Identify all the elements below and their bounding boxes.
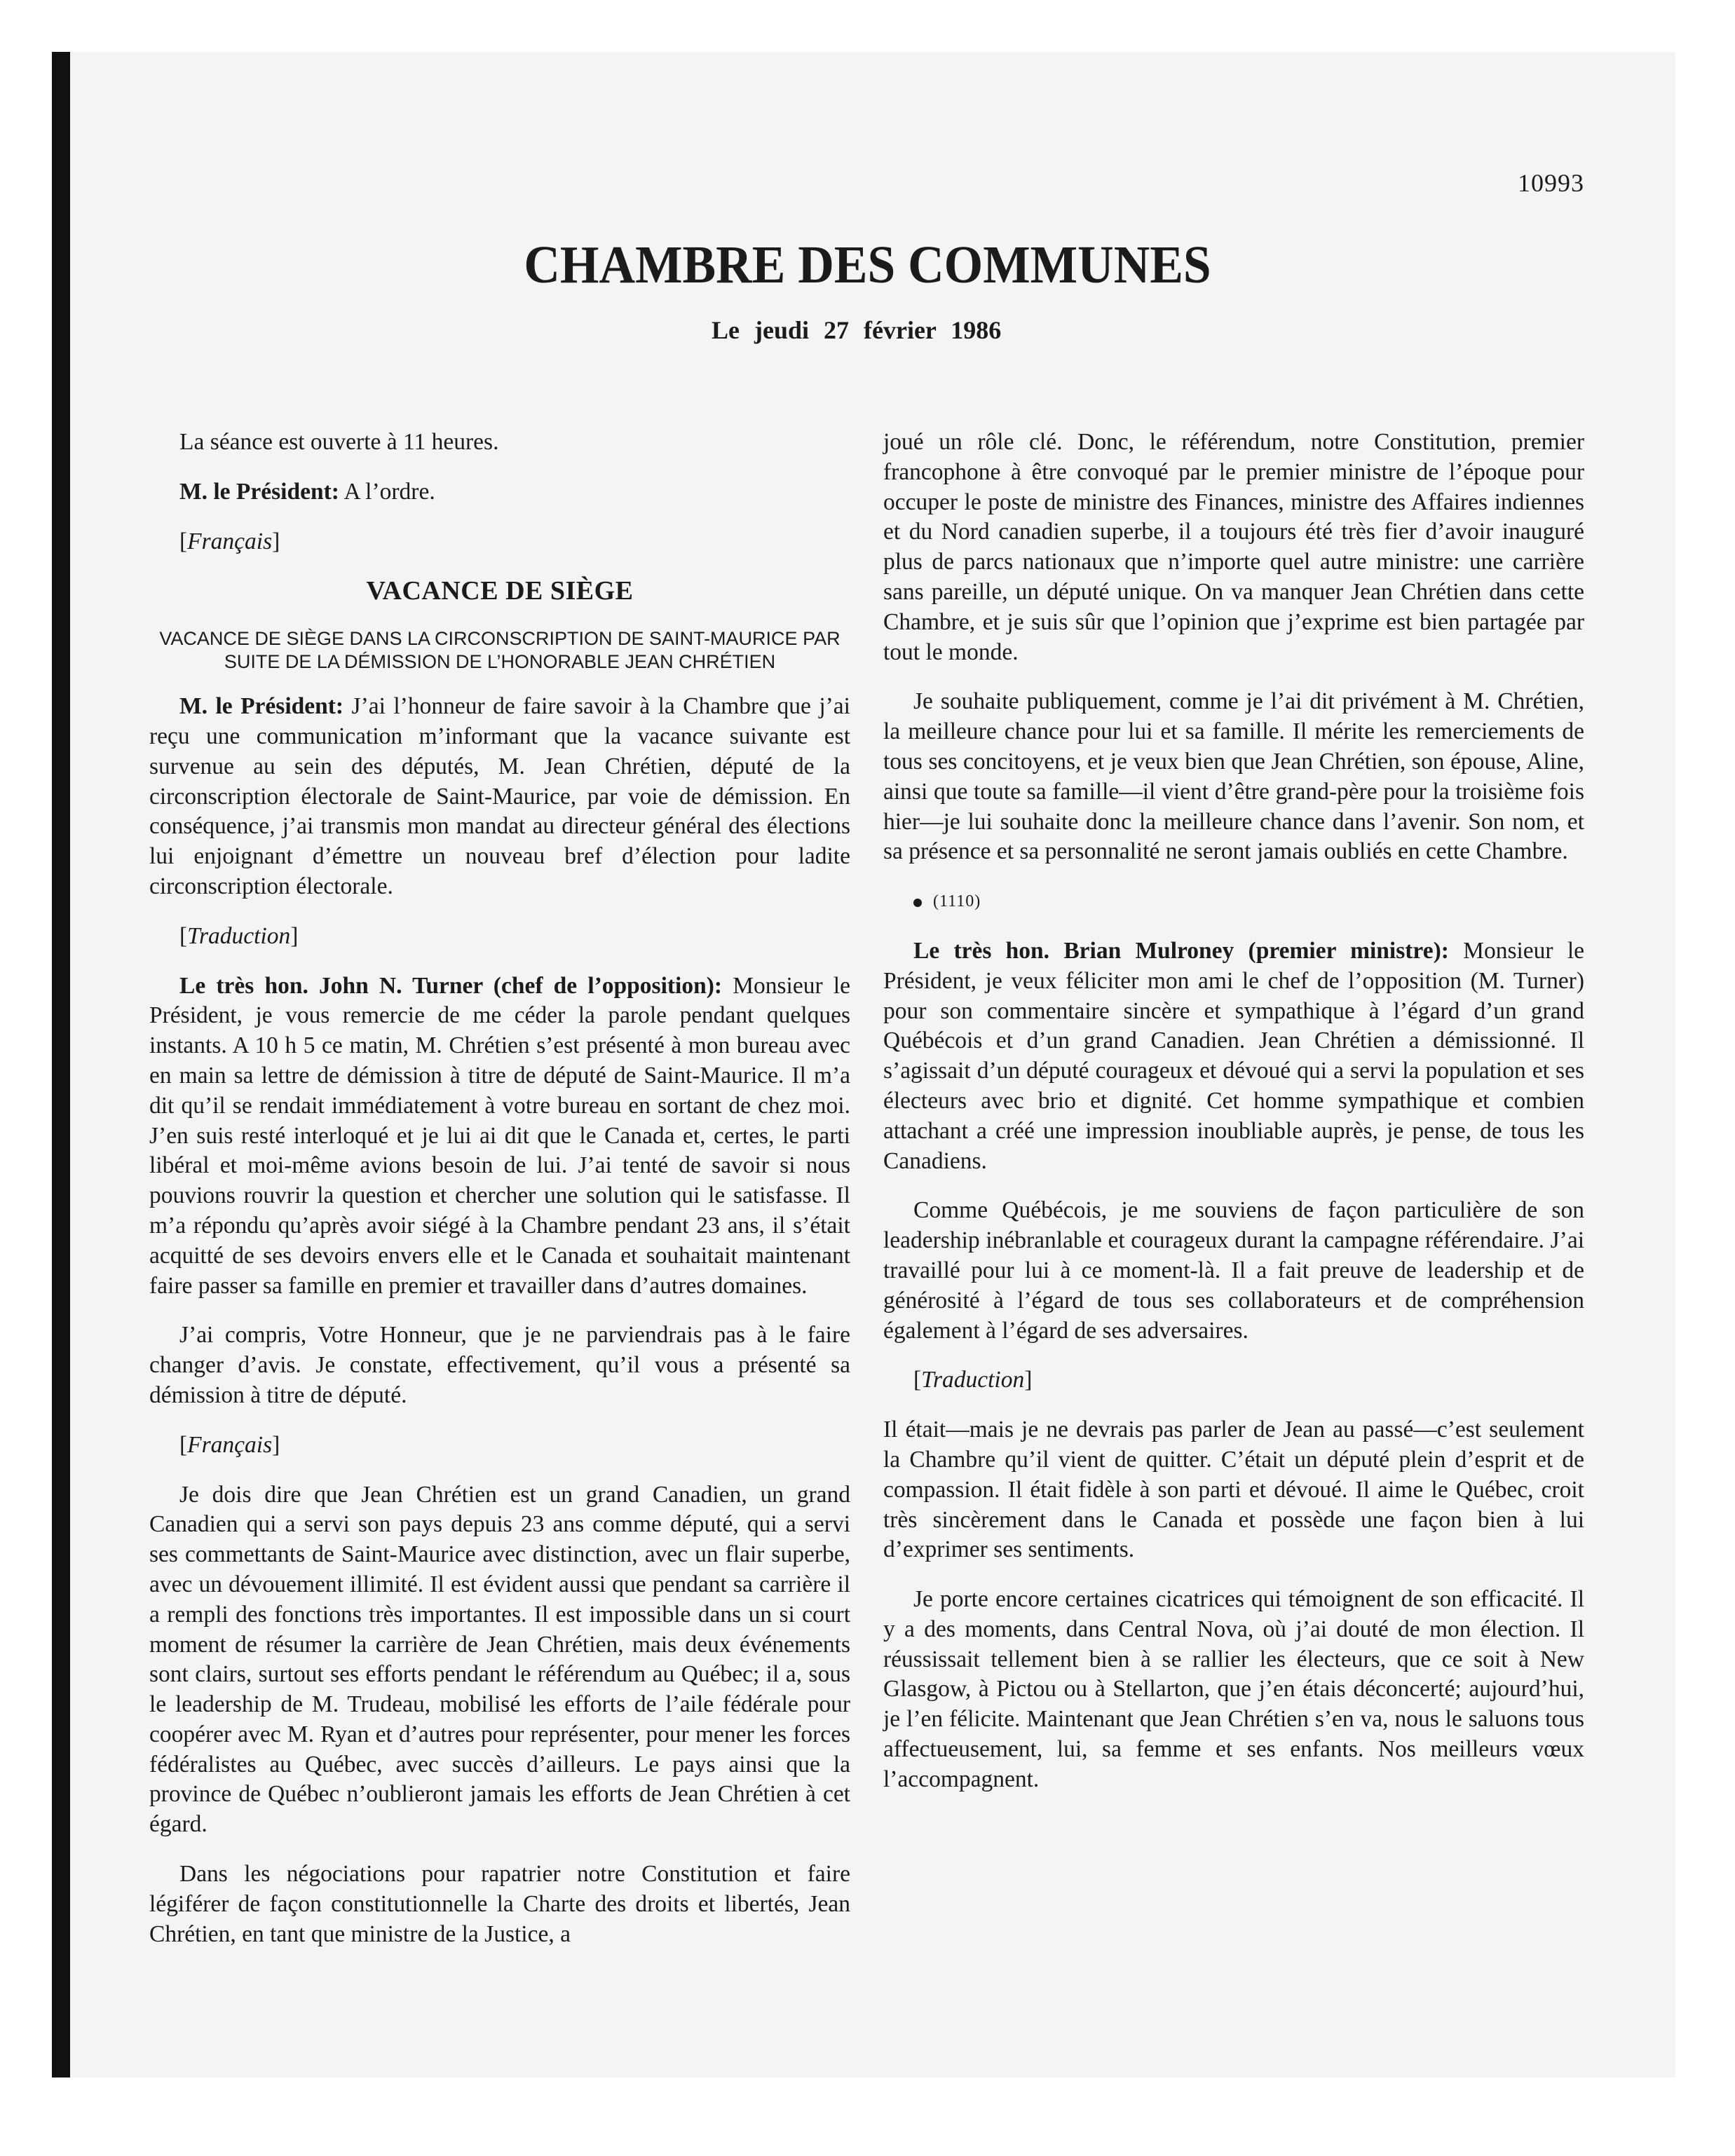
scan-edge <box>52 52 70 2077</box>
order-text: A l’ordre. <box>343 478 435 505</box>
speech-paragraph: Il était—mais je ne devrais pas parler de Jean au passé—c’est seulement la Chambre qu’il vient de quitter. C’était un député plein d’esprit et de compassion. Il était fidèle à son parti et dévoué. Il aime le Québec, croit très sincèrement dans le Canada et possède une façon bien à lui d’exprimer ses sentiments. <box>883 1417 1584 1563</box>
speech-paragraph: Comme Québécois, je me souviens de façon particulière de son leadership inébranlable et courageux durant la campagne référendaire. J’ai travaillé pour lui à ce moment-là. Il a fait preuve de leadership et de générosité à l’égard de tous ses collaborateurs et de compréhension également à l’égard de ses adversaires. <box>883 1197 1584 1344</box>
language-label: Français <box>187 1431 273 1458</box>
speech-text: Monsieur le Président, je veux féliciter mon ami le chef de l’opposition (M. Turner) pour son commentaire sincère et sympathique à l’égard d’un grand Québécois et d’un grand Canadien. Jean Chrétien a démissionné. Il s’agissait d’un député courageux et dévoué qui a servi la population et ses électeurs avec brio et dignité. Cet homme sympathique et combien attachant a créé une impression inoubliable auprès, je pense, de tous les Canadiens. <box>883 937 1584 1174</box>
language-marker: [Français] <box>179 1431 280 1458</box>
left-column <box>149 428 850 1969</box>
speaker-name: M. le Président: <box>179 478 339 505</box>
language-marker: [Traduction] <box>179 922 299 949</box>
page-number: 10993 <box>1518 169 1584 197</box>
sitting-date: Le jeudi 27 février 1986 <box>712 316 1002 344</box>
section-subheading: VACANCE DE SIÈGE DANS LA CIRCONSCRIPTION DE SAINT-MAURICE PAR SUITE DE LA DÉMISSION DE L’HONORABLE JEAN CHRÉTIEN <box>159 628 841 673</box>
page-title: CHAMBRE DES COMMUNES <box>524 236 1211 294</box>
speech-paragraph: Dans les négociations pour rapatrier notre Constitution et faire légiférer de façon constitutionnelle la Charte des droits et libertés, Jean Chrétien, en tant que ministre de la Justice, a <box>149 1861 850 1947</box>
language-label: Traduction <box>921 1367 1025 1393</box>
speech-paragraph <box>883 936 1584 1176</box>
speech-text: Monsieur le Président, je vous remercie de me céder la parole pendant quelques instants. A 10 h 5 ce matin, M. Chrétien s’est présenté à mon bureau avec en main sa lettre de démission à titre de député de Saint-Maurice. Il m’a dit qu’il se rendait immédiatement à votre bureau en sortant de chez moi. J’en suis resté interloqué et je lui ai dit que le Canada et, certes, le parti libéral et moi-même avions besoin de lui. J’ai tenté de savoir si nous pouvions rouvrir la question et chercher une solution qui le satisfasse. Il m’a répondu qu’après avoir siégé à la Chambre pendant 23 ans, il s’était acquitté de ses devoirs envers elle et le Canada et souhaitait maintenant faire passer sa famille en premier et travailler dans d’autres domaines. <box>149 972 850 1299</box>
speech-paragraph: Je porte encore certaines cicatrices qui témoignent de son efficacité. Il y a des moments, dans Central Nova, où j’ai douté de mon élection. Il réussissait tellement bien à se rallier les électeurs, que ce soit à New Glasgow, à Pictou ou à Stellarton, que j’en étais déconcerté; aujourd’hui, je l’en félicite. Maintenant que Jean Chrétien s’en va, nous le saluons tous affectueusement, lui, sa femme et ses enfants. Nos meilleurs vœux l’accompagnent. <box>883 1586 1584 1792</box>
speech-paragraph <box>149 971 850 1302</box>
bullet-icon <box>913 899 922 907</box>
language-label: Traduction <box>187 922 291 949</box>
speech-paragraph: joué un rôle clé. Donc, le référendum, notre Constitution, premier francophone à être convoqué par le premier ministre de l’époque pour occuper le poste de ministre des Finances, ministre des Affaires indiennes et du Nord canadien superbe, il a toujours été très fier d’avoir inauguré plus de parcs nationaux que n’importe quel autre ministre: une carrière sans pareille, un député unique. On va manquer Jean Chrétien dans cette Chambre, et je suis sûr que l’opinion que j’exprime est bien partagée par tout le monde. <box>883 429 1584 665</box>
time-stamp: (1110) <box>933 892 981 911</box>
speech-paragraph: Je souhaite publiquement, comme je l’ai dit privément à M. Chrétien, la meilleure chance pour lui et sa famille. Il mérite les remerciements de tous ses concitoyens, et je veux bien que Jean Chrétien, son épouse, Aline, ainsi que toute sa famille—il vient d’être grand-père pour la troisième fois hier—je lui souhaite donc la meilleure chance dans l’avenir. Son nom, et sa présence et sa personnalité ne seront jamais oubliés en cette Chambre. <box>883 688 1584 865</box>
speaker-name: M. le Président: <box>179 693 344 720</box>
language-label: Français <box>187 528 273 554</box>
time-marker <box>883 887 1584 917</box>
speaker-name: Le très hon. Brian Mulroney (premier ministre): <box>913 937 1449 964</box>
speech-paragraph: J’ai compris, Votre Honneur, que je ne parviendrais pas à le faire changer d’avis. Je constate, effectivement, qu’il vous a présenté sa démission à titre de député. <box>149 1322 850 1408</box>
section-heading: VACANCE DE SIÈGE <box>366 576 634 606</box>
opening-line: La séance est ouverte à 11 heures. <box>179 429 499 455</box>
language-marker: [Français] <box>179 528 280 554</box>
speech-text: J’ai l’honneur de faire savoir à la Chambre que j’ai reçu une communication m’informant que la vacance suivante est survenue au sein des députés, M. Jean Chrétien, député de la circonscription électorale de Saint-Maurice, par voie de démission. En conséquence, j’ai transmis mon mandat au directeur général des élections lui enjoignant d’émettre un nouveau bref d’élection pour ladite circonscription électorale. <box>149 693 850 899</box>
speaker-name: Le très hon. John N. Turner (chef de l’opposition): <box>179 972 723 999</box>
language-marker: [Traduction] <box>913 1367 1033 1393</box>
speech-paragraph <box>149 692 850 902</box>
order-paragraph <box>149 477 850 507</box>
speech-paragraph: Je dois dire que Jean Chrétien est un grand Canadien, un grand Canadien qui a servi son pays depuis 23 ans comme député, qui a servi ses commettants de Saint-Maurice avec distinction, avec un flair superbe, avec un dévouement illimité. Il est évident aussi que pendant sa carrière il a rempli des fonctions très importantes. Il est impossible dans un si court moment de résumer la carrière de Jean Chrétien, mais deux événements sont clairs, surtout ses efforts pendant le référendum au Québec; il a, sous le leadership de M. Trudeau, mobilisé les efforts de l’aile fédérale pour coopérer avec M. Ryan et d’autres pour représenter, pour mener les forces fédéralistes au Québec, avec succès d’ailleurs. Le pays ainsi que la province de Québec n’oublieront jamais les efforts de Jean Chrétien à cet égard. <box>149 1481 850 1838</box>
right-column <box>883 428 1584 1815</box>
